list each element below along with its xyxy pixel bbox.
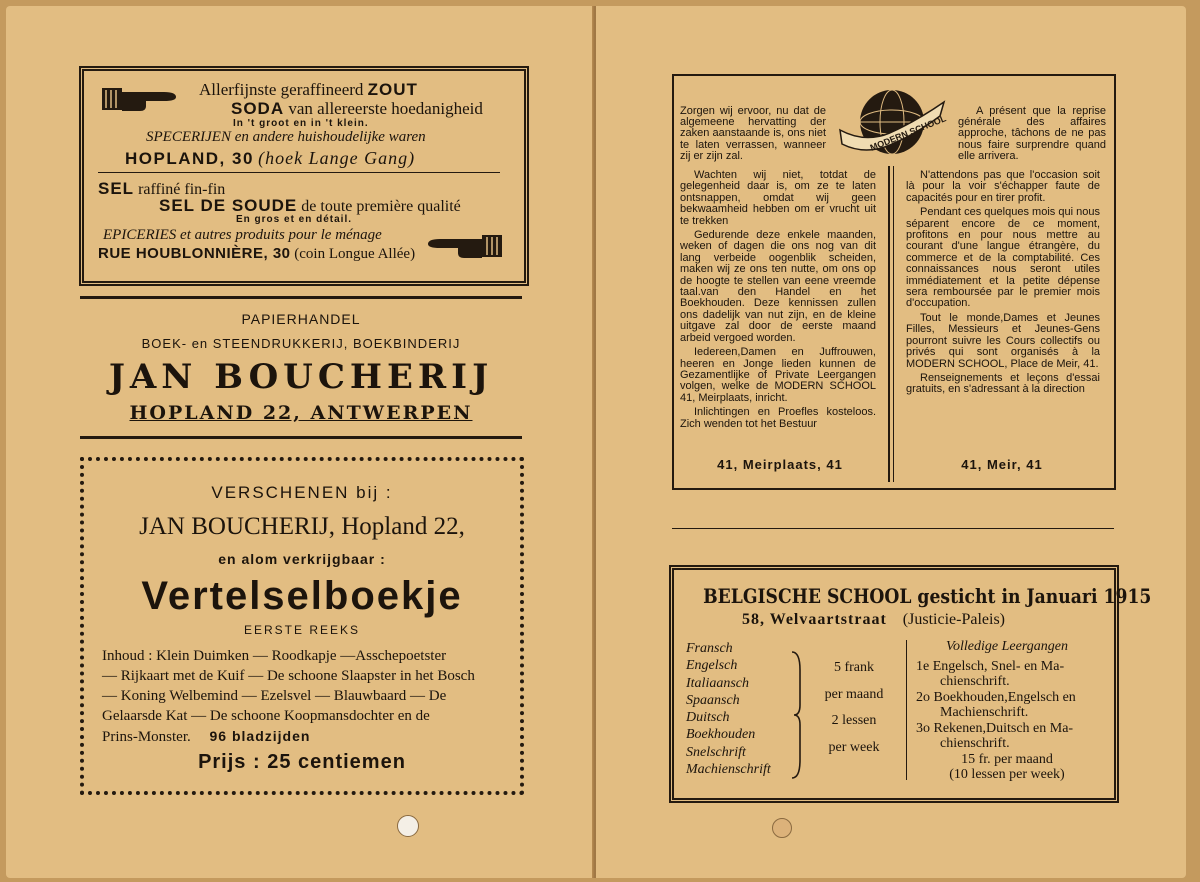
binding-hole xyxy=(772,818,792,838)
publisher-line: JAN BOUCHERIJ, Hopland 22, xyxy=(139,513,465,540)
binding-hole xyxy=(397,815,419,837)
drukkerij-line: BOEK- en STEENDRUKKERIJ, BOEKBINDERIJ xyxy=(141,336,461,351)
dutch-address: 41, Meirplaats, 41 xyxy=(717,457,843,472)
divider xyxy=(98,172,500,173)
zout-line-7: SEL DE SOUDE de toute première qualité xyxy=(159,196,461,215)
column-divider xyxy=(888,166,890,482)
course-list xyxy=(686,640,771,778)
french-paragraph: Renseignements et leçons d'essai gratuits, en s'adressant à la direction xyxy=(906,371,1100,396)
zout-line-3: In 't groot en in 't klein. xyxy=(233,118,369,129)
zout-line-10: RUE HOUBLONNIÈRE, 30 (coin Longue Allée) xyxy=(98,245,416,262)
french-address: 41, Meir, 41 xyxy=(961,457,1043,472)
verkrijgbaar-line: en alom verkrijgbaar : xyxy=(218,551,386,567)
rule-bottom xyxy=(80,436,522,439)
full-courses-title: Volledige Leergangen xyxy=(946,639,1068,654)
dutch-paragraph: Gedurende deze enkele maanden, weken of dagen die ons nog van dit lang verbeide oogenblik scheiden, maken wij ze ons ten nutte, om ons op de hoogte te stellen van eene vreemde taal.van den Handel en het Boekhouden. Deze kennissen zullen ons dadelijk van nut zijn, en de kleine uitgave zal door de eerste maand arbeid vergoed worden. xyxy=(680,229,876,344)
full-course-line: chienschrift. xyxy=(940,674,1010,689)
zout-line-9: EPICERIES et autres produits pour le ménage xyxy=(103,227,382,243)
separator-line xyxy=(672,528,1114,529)
course-item: Machienschrift xyxy=(686,762,771,778)
zout-line-6: SEL raffiné fin-fin xyxy=(98,179,226,198)
dutch-paragraph: Wachten wij niet, totdat de gelegenheid daar is, om ze te laten ontsnappen, omdat wij geen bekwaamheid hebben om er vrucht uit te trekken xyxy=(680,169,876,227)
dutch-column xyxy=(680,170,876,433)
french-paragraph: N'attendons pas que l'occasion soit là pour la voir s'échapper faute de capacités pour en tirer profit. xyxy=(906,169,1100,204)
dutch-intro: Zorgen wij ervoor, nu dat de algemeene hervatting der zaken aanstaande is, ons niet te laten verrassen, wanneer zij er zijn zal. xyxy=(680,105,826,162)
zout-line-2: SODA van allereerste hoedanigheid xyxy=(231,99,483,118)
course-item: Snelschrift xyxy=(686,744,746,760)
contents-line-5: Prins-Monster. 96 bladzijden xyxy=(102,728,311,745)
column-divider xyxy=(906,640,907,780)
globe-logo-icon xyxy=(836,82,948,166)
full-price-line: (10 lessen per week) xyxy=(949,767,1065,782)
book-title: Vertelselboekje xyxy=(141,574,463,618)
zout-line-8: En gros et en détail. xyxy=(236,214,353,225)
french-intro: A présent que la reprise générale des affaires approche, tâchons de ne pas nous faire surprendre quand elle arrivera. xyxy=(958,105,1106,162)
course-item: Duitsch xyxy=(686,710,730,726)
verschenen-bij: VERSCHENEN bij : xyxy=(211,483,393,502)
jan-boucherij-wordmark: JAN BOUCHERIJ xyxy=(108,357,494,397)
price-5-frank: 5 frank xyxy=(833,660,875,675)
price-line: Prijs : 25 centiemen xyxy=(198,751,406,773)
dutch-paragraph: Inlichtingen en Proefles kosteloos. Zich wenden tot het Bestuur xyxy=(680,406,876,430)
curly-brace-icon xyxy=(790,650,804,780)
full-course-line: 3o Rekenen,Duitsch en Ma- xyxy=(916,721,1074,736)
pointing-hand-left-icon xyxy=(420,230,504,262)
contents-line-4: Gelaarsde Kat — De schoone Koopmansdochter en de xyxy=(102,708,430,724)
french-paragraph: Tout le monde,Dames et Jeunes Filles, Messieurs et Jeunes-Gens pourront suivre les Cours collectifs ou privés qui sont organisés à la MODERN SCHOOL, Place de Meir, 41. xyxy=(906,311,1100,370)
papierhandel: PAPIERHANDEL xyxy=(241,311,361,327)
course-item: Boekhouden xyxy=(686,727,756,743)
column-divider xyxy=(893,166,894,482)
course-item: Fransch xyxy=(686,641,733,656)
boucherij-address: HOPLAND 22, ANTWERPEN xyxy=(129,402,473,424)
series-label: EERSTE REEKS xyxy=(243,623,361,637)
french-column xyxy=(906,170,1100,399)
contents-line-1: Inhoud : Klein Duimken — Roodkapje —Asschepoetster xyxy=(102,648,447,664)
contents-line-2: — Rijkaart met de Kuif — De schoone Slaapster in het Bosch xyxy=(102,668,475,684)
logo-text: MODERN SCHOOL xyxy=(868,113,948,153)
course-item: Spaansch xyxy=(686,692,740,708)
school-address: 58, Welvaartstraat (Justicie-Paleis) xyxy=(742,611,1005,628)
dutch-paragraph: Iedereen,Damen en Juffrouwen, heeren en Jonge lieden kunnen de Gezamentlijke of Private Leergangen volgen, welke de MODERN SCHOOL 41, Meirplaats, inricht. xyxy=(680,346,876,404)
french-paragraph: Pendant ces quelques mois qui nous séparent encore de ce moment, profitons en pour nous mettre au courant d'une langue étrangère, du commerce et de la comptabilité. Ces connaissances nous seront utiles immédiatement et la petite dépense sera remboursée par le premier mois d'occupation. xyxy=(906,206,1100,310)
school-title: BELGISCHE SCHOOL gesticht in Januari 1915 xyxy=(703,584,1152,608)
full-course-line: Machienschrift. xyxy=(940,705,1029,720)
course-item: Italiaansch xyxy=(686,675,749,691)
full-price-line: 15 fr. per maand xyxy=(961,752,1053,767)
full-course-line: 2o Boekhouden,Engelsch en xyxy=(916,690,1076,705)
zout-line-4: SPECERIJEN en andere huishoudelijke waren xyxy=(146,129,426,145)
full-course-line: chienschrift. xyxy=(940,736,1010,751)
zout-line-1: Allerfijnste geraffineerd ZOUT xyxy=(199,80,418,99)
price-2-lessen: 2 lessen xyxy=(831,713,877,728)
course-item: Engelsch xyxy=(686,658,738,674)
full-course-line: 1e Engelsch, Snel- en Ma- xyxy=(916,659,1065,674)
pointing-hand-right-icon xyxy=(100,82,180,116)
price-per-maand: per maand xyxy=(824,687,884,702)
rule-top xyxy=(80,296,522,299)
price-per-week: per week xyxy=(828,740,880,755)
zout-line-5: HOPLAND, 30 (hoek Lange Gang) xyxy=(125,148,416,168)
contents-line-3: — Koning Welbemind — Ezelsvel — Blauwbaard — De xyxy=(102,688,447,704)
